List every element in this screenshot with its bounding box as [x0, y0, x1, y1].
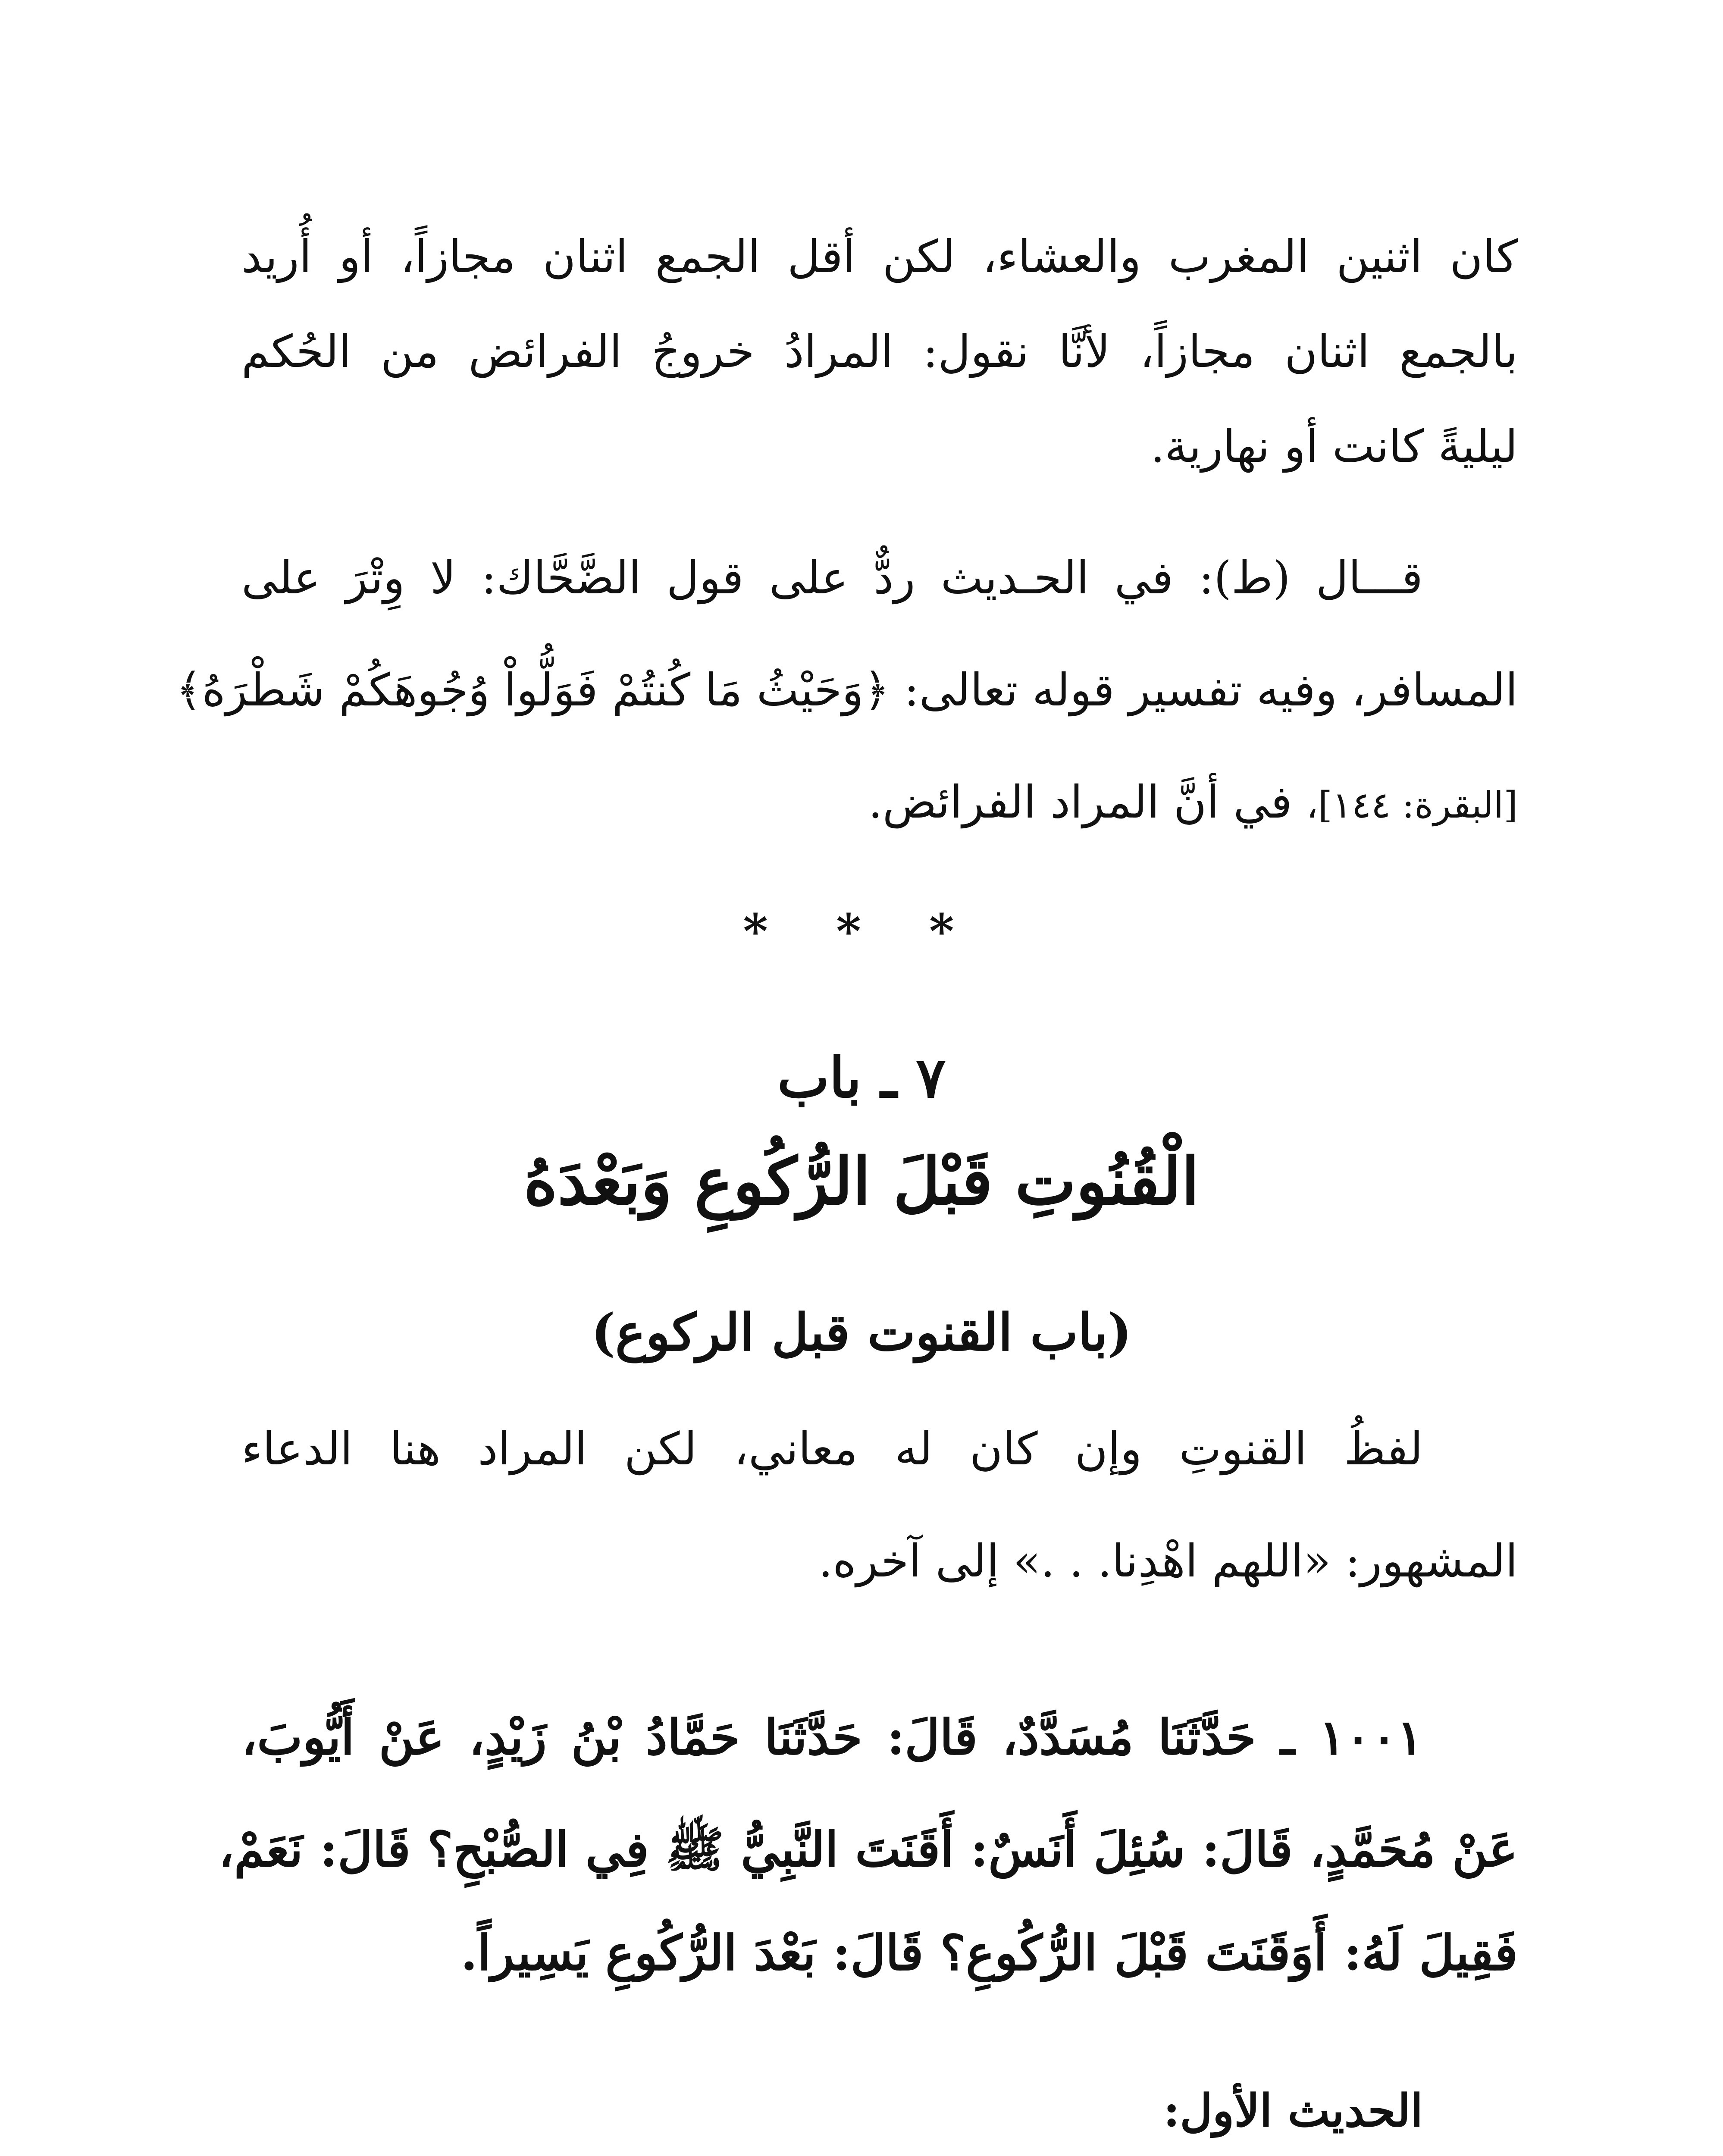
text-line: لفظُ القنوتِ وإن كان له معاني، لكن المراد هنا الدعاء — [241, 1423, 1423, 1475]
chapter-title: الْقُنُوتِ قَبْلَ الرُّكُوعِ وَبَعْدَهُ — [523, 1144, 1200, 1219]
hadith-line: فَقِيلَ لَهُ: أَوَقَنَتَ قَبْلَ الرُّكُوعِ؟ قَالَ: بَعْدَ الرُّكُوعِ يَسِيراً. — [461, 1925, 1518, 1981]
text-line — [241, 537, 1518, 619]
commentary-line: قـــال (ط): في الحـديث ردٌّ على قول الضَّحَّاك: لا وِتْرَ على — [241, 552, 1423, 604]
hadith-line: ١٠٠١ ـ حَدَّثَنَا مُسَدَّدٌ، قَالَ: حَدَّثَنَا حَمَّادُ بْنُ زَيْدٍ، عَنْ أَيُّوبَ، — [241, 1709, 1423, 1766]
text-line: كان اثنين المغرب والعشاء، لكن أقل الجمع اثنان مجازاً، أو أُريد — [241, 230, 1518, 283]
text-line — [241, 761, 1518, 846]
quran-reference: [البقرة: ١٤٤]، — [1306, 784, 1518, 826]
commentary-heading: الحديث الأول: — [1163, 2084, 1423, 2137]
hadith-line: عَنْ مُحَمَّدٍ، قَالَ: سُئِلَ أَنَسٌ: أَقَنَتَ النَّبِيُّ ﷺ فِي الصُّبْحِ؟ قَالَ: نَعَمْ، — [218, 1821, 1518, 1878]
section-separator: * * * — [743, 903, 980, 959]
chapter-subtitle: (باب القنوت قبل الركوع) — [591, 1302, 1132, 1362]
text-line: المشهور: «اللهم اهْدِنا. . .» إلى آخره. — [818, 1535, 1518, 1587]
chapter-number: ٧ ـ باب — [777, 1046, 946, 1110]
text-fragment: في أنَّ المراد الفرائض. — [868, 776, 1306, 828]
quran-quote-line: المسافر، وفيه تفسير قوله تعالى: ﴿وَحَيْثُ مَا كُنتُمْ فَوَلُّواْ وُجُوهَكُمْ شَطْرَهُ﴾ — [175, 664, 1518, 716]
text-line: بالجمع اثنان مجازاً، لأنَّا نقول: المرادُ خروجُ الفرائض من الحُكم — [241, 325, 1518, 378]
text-line: ليليةً كانت أو نهارية. — [1150, 420, 1518, 473]
